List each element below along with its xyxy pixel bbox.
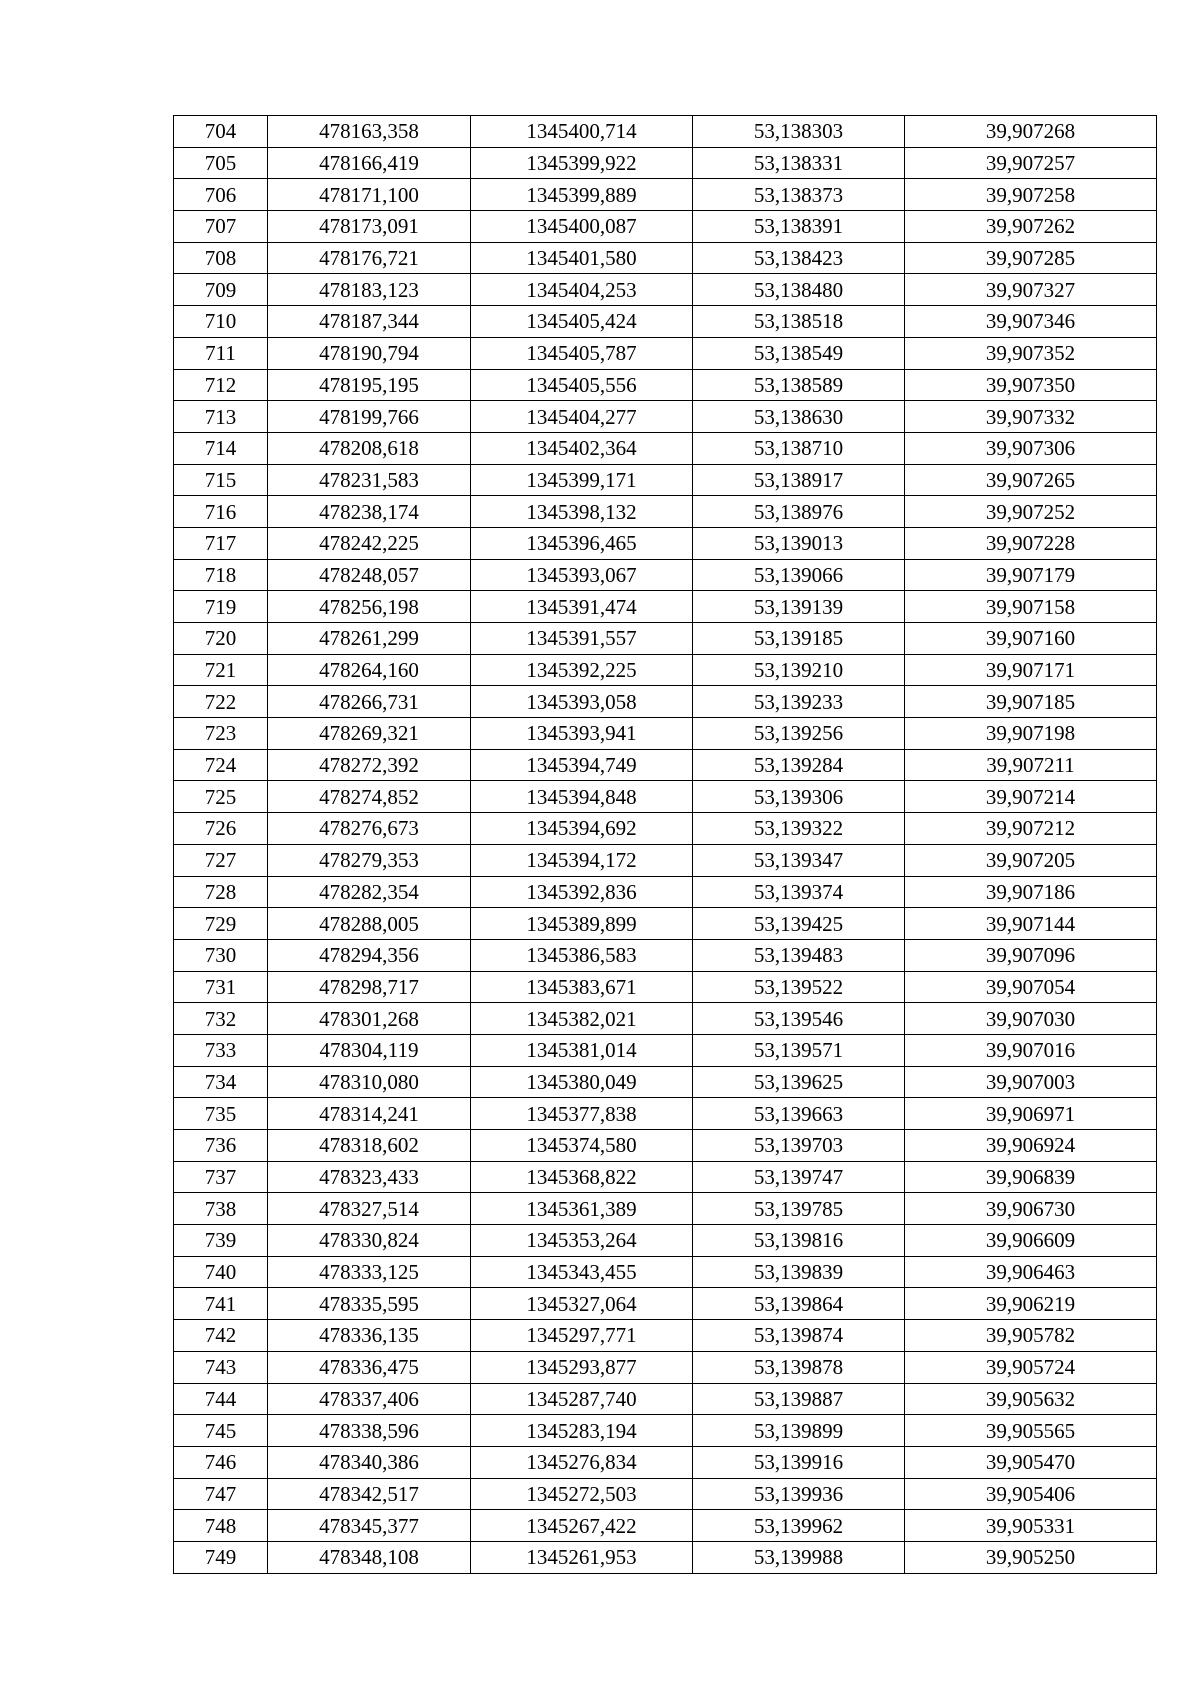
longitude-cell: 39,907332	[905, 401, 1157, 433]
longitude-cell: 39,905331	[905, 1510, 1157, 1542]
table-row	[174, 147, 1157, 179]
table-row	[174, 844, 1157, 876]
y-coordinate-cell: 1345392,225	[471, 654, 693, 686]
x-coordinate-cell: 478261,299	[268, 623, 471, 655]
point-number-cell: 746	[174, 1446, 268, 1478]
y-coordinate-cell: 1345377,838	[471, 1098, 693, 1130]
table-row	[174, 559, 1157, 591]
x-coordinate-cell: 478345,377	[268, 1510, 471, 1542]
y-coordinate-cell: 1345382,021	[471, 1003, 693, 1035]
point-number-cell: 723	[174, 718, 268, 750]
longitude-cell: 39,907198	[905, 718, 1157, 750]
point-number-cell: 734	[174, 1066, 268, 1098]
y-coordinate-cell: 1345383,671	[471, 971, 693, 1003]
longitude-cell: 39,907228	[905, 527, 1157, 559]
x-coordinate-cell: 478187,344	[268, 306, 471, 338]
longitude-cell: 39,906463	[905, 1256, 1157, 1288]
latitude-cell: 53,139571	[693, 1034, 905, 1066]
latitude-cell: 53,139839	[693, 1256, 905, 1288]
y-coordinate-cell: 1345393,941	[471, 718, 693, 750]
latitude-cell: 53,139916	[693, 1446, 905, 1478]
table-row	[174, 591, 1157, 623]
x-coordinate-cell: 478336,475	[268, 1351, 471, 1383]
longitude-cell: 39,907211	[905, 749, 1157, 781]
table-row	[174, 496, 1157, 528]
y-coordinate-cell: 1345405,787	[471, 337, 693, 369]
longitude-cell: 39,907171	[905, 654, 1157, 686]
x-coordinate-cell: 478266,731	[268, 686, 471, 718]
x-coordinate-cell: 478330,824	[268, 1225, 471, 1257]
longitude-cell: 39,905632	[905, 1383, 1157, 1415]
y-coordinate-cell: 1345404,277	[471, 401, 693, 433]
point-number-cell: 705	[174, 147, 268, 179]
x-coordinate-cell: 478333,125	[268, 1256, 471, 1288]
y-coordinate-cell: 1345297,771	[471, 1320, 693, 1352]
y-coordinate-cell: 1345272,503	[471, 1478, 693, 1510]
y-coordinate-cell: 1345398,132	[471, 496, 693, 528]
point-number-cell: 747	[174, 1478, 268, 1510]
x-coordinate-cell: 478288,005	[268, 908, 471, 940]
longitude-cell: 39,907306	[905, 432, 1157, 464]
point-number-cell: 749	[174, 1541, 268, 1573]
table-row	[174, 718, 1157, 750]
y-coordinate-cell: 1345392,836	[471, 876, 693, 908]
longitude-cell: 39,907003	[905, 1066, 1157, 1098]
x-coordinate-cell: 478337,406	[268, 1383, 471, 1415]
y-coordinate-cell: 1345400,087	[471, 211, 693, 243]
table-row	[174, 686, 1157, 718]
longitude-cell: 39,905406	[905, 1478, 1157, 1510]
x-coordinate-cell: 478274,852	[268, 781, 471, 813]
longitude-cell: 39,906219	[905, 1288, 1157, 1320]
x-coordinate-cell: 478231,583	[268, 464, 471, 496]
longitude-cell: 39,907214	[905, 781, 1157, 813]
latitude-cell: 53,139816	[693, 1225, 905, 1257]
x-coordinate-cell: 478310,080	[268, 1066, 471, 1098]
latitude-cell: 53,139185	[693, 623, 905, 655]
table-row	[174, 1034, 1157, 1066]
latitude-cell: 53,139874	[693, 1320, 905, 1352]
point-number-cell: 716	[174, 496, 268, 528]
x-coordinate-cell: 478195,195	[268, 369, 471, 401]
y-coordinate-cell: 1345396,465	[471, 527, 693, 559]
longitude-cell: 39,907285	[905, 242, 1157, 274]
latitude-cell: 53,139256	[693, 718, 905, 750]
y-coordinate-cell: 1345283,194	[471, 1415, 693, 1447]
longitude-cell: 39,907257	[905, 147, 1157, 179]
point-number-cell: 738	[174, 1193, 268, 1225]
point-number-cell: 742	[174, 1320, 268, 1352]
table-row	[174, 813, 1157, 845]
x-coordinate-cell: 478166,419	[268, 147, 471, 179]
latitude-cell: 53,139233	[693, 686, 905, 718]
y-coordinate-cell: 1345353,264	[471, 1225, 693, 1257]
point-number-cell: 706	[174, 179, 268, 211]
longitude-cell: 39,907160	[905, 623, 1157, 655]
point-number-cell: 736	[174, 1130, 268, 1162]
table-row	[174, 179, 1157, 211]
y-coordinate-cell: 1345287,740	[471, 1383, 693, 1415]
x-coordinate-cell: 478163,358	[268, 116, 471, 148]
longitude-cell: 39,907030	[905, 1003, 1157, 1035]
y-coordinate-cell: 1345374,580	[471, 1130, 693, 1162]
point-number-cell: 748	[174, 1510, 268, 1542]
latitude-cell: 53,139284	[693, 749, 905, 781]
x-coordinate-cell: 478173,091	[268, 211, 471, 243]
longitude-cell: 39,907186	[905, 876, 1157, 908]
y-coordinate-cell: 1345400,714	[471, 116, 693, 148]
x-coordinate-cell: 478176,721	[268, 242, 471, 274]
point-number-cell: 717	[174, 527, 268, 559]
latitude-cell: 53,139864	[693, 1288, 905, 1320]
longitude-cell: 39,907185	[905, 686, 1157, 718]
point-number-cell: 714	[174, 432, 268, 464]
table-row	[174, 464, 1157, 496]
table-row	[174, 1066, 1157, 1098]
table-row	[174, 1003, 1157, 1035]
longitude-cell: 39,905724	[905, 1351, 1157, 1383]
latitude-cell: 53,139625	[693, 1066, 905, 1098]
latitude-cell: 53,139663	[693, 1098, 905, 1130]
latitude-cell: 53,139322	[693, 813, 905, 845]
y-coordinate-cell: 1345394,848	[471, 781, 693, 813]
point-number-cell: 730	[174, 939, 268, 971]
y-coordinate-cell: 1345394,172	[471, 844, 693, 876]
x-coordinate-cell: 478323,433	[268, 1161, 471, 1193]
y-coordinate-cell: 1345327,064	[471, 1288, 693, 1320]
x-coordinate-cell: 478242,225	[268, 527, 471, 559]
y-coordinate-cell: 1345394,749	[471, 749, 693, 781]
point-number-cell: 732	[174, 1003, 268, 1035]
point-number-cell: 726	[174, 813, 268, 845]
point-number-cell: 719	[174, 591, 268, 623]
longitude-cell: 39,905565	[905, 1415, 1157, 1447]
x-coordinate-cell: 478301,268	[268, 1003, 471, 1035]
longitude-cell: 39,907268	[905, 116, 1157, 148]
point-number-cell: 733	[174, 1034, 268, 1066]
point-number-cell: 722	[174, 686, 268, 718]
longitude-cell: 39,907016	[905, 1034, 1157, 1066]
table-row	[174, 1478, 1157, 1510]
point-number-cell: 718	[174, 559, 268, 591]
table-row	[174, 654, 1157, 686]
table-row	[174, 274, 1157, 306]
table-row	[174, 1320, 1157, 1352]
latitude-cell: 53,139139	[693, 591, 905, 623]
y-coordinate-cell: 1345399,922	[471, 147, 693, 179]
point-number-cell: 743	[174, 1351, 268, 1383]
longitude-cell: 39,907327	[905, 274, 1157, 306]
point-number-cell: 713	[174, 401, 268, 433]
x-coordinate-cell: 478327,514	[268, 1193, 471, 1225]
y-coordinate-cell: 1345261,953	[471, 1541, 693, 1573]
longitude-cell: 39,907350	[905, 369, 1157, 401]
x-coordinate-cell: 478348,108	[268, 1541, 471, 1573]
latitude-cell: 53,139887	[693, 1383, 905, 1415]
x-coordinate-cell: 478208,618	[268, 432, 471, 464]
latitude-cell: 53,138480	[693, 274, 905, 306]
x-coordinate-cell: 478294,356	[268, 939, 471, 971]
latitude-cell: 53,138630	[693, 401, 905, 433]
latitude-cell: 53,138549	[693, 337, 905, 369]
point-number-cell: 720	[174, 623, 268, 655]
point-number-cell: 727	[174, 844, 268, 876]
point-number-cell: 745	[174, 1415, 268, 1447]
table-row	[174, 1098, 1157, 1130]
point-number-cell: 711	[174, 337, 268, 369]
table-row	[174, 749, 1157, 781]
latitude-cell: 53,138373	[693, 179, 905, 211]
longitude-cell: 39,907054	[905, 971, 1157, 1003]
coordinates-table-body	[174, 116, 1157, 1574]
x-coordinate-cell: 478264,160	[268, 654, 471, 686]
y-coordinate-cell: 1345393,067	[471, 559, 693, 591]
longitude-cell: 39,906609	[905, 1225, 1157, 1257]
x-coordinate-cell: 478269,321	[268, 718, 471, 750]
y-coordinate-cell: 1345368,822	[471, 1161, 693, 1193]
table-row	[174, 211, 1157, 243]
point-number-cell: 744	[174, 1383, 268, 1415]
x-coordinate-cell: 478318,602	[268, 1130, 471, 1162]
point-number-cell: 712	[174, 369, 268, 401]
y-coordinate-cell: 1345394,692	[471, 813, 693, 845]
longitude-cell: 39,906839	[905, 1161, 1157, 1193]
y-coordinate-cell: 1345293,877	[471, 1351, 693, 1383]
y-coordinate-cell: 1345381,014	[471, 1034, 693, 1066]
longitude-cell: 39,905250	[905, 1541, 1157, 1573]
latitude-cell: 53,139988	[693, 1541, 905, 1573]
latitude-cell: 53,139747	[693, 1161, 905, 1193]
x-coordinate-cell: 478171,100	[268, 179, 471, 211]
longitude-cell: 39,907252	[905, 496, 1157, 528]
longitude-cell: 39,907205	[905, 844, 1157, 876]
latitude-cell: 53,139210	[693, 654, 905, 686]
point-number-cell: 715	[174, 464, 268, 496]
latitude-cell: 53,139483	[693, 939, 905, 971]
longitude-cell: 39,905470	[905, 1446, 1157, 1478]
table-row	[174, 242, 1157, 274]
latitude-cell: 53,139546	[693, 1003, 905, 1035]
latitude-cell: 53,139374	[693, 876, 905, 908]
x-coordinate-cell: 478298,717	[268, 971, 471, 1003]
point-number-cell: 731	[174, 971, 268, 1003]
table-row	[174, 1510, 1157, 1542]
x-coordinate-cell: 478276,673	[268, 813, 471, 845]
x-coordinate-cell: 478248,057	[268, 559, 471, 591]
table-row	[174, 306, 1157, 338]
y-coordinate-cell: 1345402,364	[471, 432, 693, 464]
y-coordinate-cell: 1345393,058	[471, 686, 693, 718]
table-row	[174, 876, 1157, 908]
y-coordinate-cell: 1345391,474	[471, 591, 693, 623]
table-row	[174, 337, 1157, 369]
point-number-cell: 725	[174, 781, 268, 813]
latitude-cell: 53,138331	[693, 147, 905, 179]
longitude-cell: 39,905782	[905, 1320, 1157, 1352]
y-coordinate-cell: 1345267,422	[471, 1510, 693, 1542]
point-number-cell: 741	[174, 1288, 268, 1320]
point-number-cell: 739	[174, 1225, 268, 1257]
longitude-cell: 39,907262	[905, 211, 1157, 243]
latitude-cell: 53,139936	[693, 1478, 905, 1510]
table-row	[174, 781, 1157, 813]
latitude-cell: 53,138518	[693, 306, 905, 338]
point-number-cell: 724	[174, 749, 268, 781]
latitude-cell: 53,139013	[693, 527, 905, 559]
point-number-cell: 707	[174, 211, 268, 243]
table-row	[174, 401, 1157, 433]
table-row	[174, 1256, 1157, 1288]
x-coordinate-cell: 478183,123	[268, 274, 471, 306]
table-row	[174, 1130, 1157, 1162]
point-number-cell: 728	[174, 876, 268, 908]
x-coordinate-cell: 478279,353	[268, 844, 471, 876]
table-row	[174, 1415, 1157, 1447]
point-number-cell: 729	[174, 908, 268, 940]
table-row	[174, 939, 1157, 971]
x-coordinate-cell: 478340,386	[268, 1446, 471, 1478]
latitude-cell: 53,139347	[693, 844, 905, 876]
point-number-cell: 708	[174, 242, 268, 274]
y-coordinate-cell: 1345380,049	[471, 1066, 693, 1098]
y-coordinate-cell: 1345343,455	[471, 1256, 693, 1288]
table-row	[174, 1383, 1157, 1415]
table-row	[174, 432, 1157, 464]
x-coordinate-cell: 478238,174	[268, 496, 471, 528]
x-coordinate-cell: 478256,198	[268, 591, 471, 623]
longitude-cell: 39,907179	[905, 559, 1157, 591]
table-row	[174, 1446, 1157, 1478]
y-coordinate-cell: 1345405,556	[471, 369, 693, 401]
longitude-cell: 39,907144	[905, 908, 1157, 940]
point-number-cell: 704	[174, 116, 268, 148]
table-row	[174, 971, 1157, 1003]
x-coordinate-cell: 478335,595	[268, 1288, 471, 1320]
x-coordinate-cell: 478199,766	[268, 401, 471, 433]
point-number-cell: 710	[174, 306, 268, 338]
y-coordinate-cell: 1345405,424	[471, 306, 693, 338]
latitude-cell: 53,138303	[693, 116, 905, 148]
y-coordinate-cell: 1345389,899	[471, 908, 693, 940]
longitude-cell: 39,907258	[905, 179, 1157, 211]
latitude-cell: 53,138589	[693, 369, 905, 401]
latitude-cell: 53,139899	[693, 1415, 905, 1447]
coordinates-table	[173, 115, 1157, 1574]
longitude-cell: 39,907096	[905, 939, 1157, 971]
y-coordinate-cell: 1345401,580	[471, 242, 693, 274]
x-coordinate-cell: 478282,354	[268, 876, 471, 908]
latitude-cell: 53,138976	[693, 496, 905, 528]
longitude-cell: 39,907158	[905, 591, 1157, 623]
latitude-cell: 53,138391	[693, 211, 905, 243]
table-row	[174, 1351, 1157, 1383]
latitude-cell: 53,139306	[693, 781, 905, 813]
latitude-cell: 53,138710	[693, 432, 905, 464]
table-row	[174, 1193, 1157, 1225]
x-coordinate-cell: 478338,596	[268, 1415, 471, 1447]
table-row	[174, 1225, 1157, 1257]
latitude-cell: 53,139785	[693, 1193, 905, 1225]
longitude-cell: 39,907346	[905, 306, 1157, 338]
y-coordinate-cell: 1345404,253	[471, 274, 693, 306]
x-coordinate-cell: 478342,517	[268, 1478, 471, 1510]
y-coordinate-cell: 1345386,583	[471, 939, 693, 971]
longitude-cell: 39,907352	[905, 337, 1157, 369]
table-row	[174, 908, 1157, 940]
latitude-cell: 53,138423	[693, 242, 905, 274]
longitude-cell: 39,906924	[905, 1130, 1157, 1162]
latitude-cell: 53,139703	[693, 1130, 905, 1162]
point-number-cell: 721	[174, 654, 268, 686]
table-row	[174, 369, 1157, 401]
table-row	[174, 1288, 1157, 1320]
x-coordinate-cell: 478304,119	[268, 1034, 471, 1066]
latitude-cell: 53,138917	[693, 464, 905, 496]
longitude-cell: 39,906730	[905, 1193, 1157, 1225]
y-coordinate-cell: 1345399,889	[471, 179, 693, 211]
longitude-cell: 39,906971	[905, 1098, 1157, 1130]
y-coordinate-cell: 1345276,834	[471, 1446, 693, 1478]
x-coordinate-cell: 478272,392	[268, 749, 471, 781]
point-number-cell: 735	[174, 1098, 268, 1130]
y-coordinate-cell: 1345391,557	[471, 623, 693, 655]
table-row	[174, 623, 1157, 655]
latitude-cell: 53,139962	[693, 1510, 905, 1542]
x-coordinate-cell: 478190,794	[268, 337, 471, 369]
longitude-cell: 39,907212	[905, 813, 1157, 845]
table-row	[174, 116, 1157, 148]
latitude-cell: 53,139878	[693, 1351, 905, 1383]
latitude-cell: 53,139066	[693, 559, 905, 591]
point-number-cell: 709	[174, 274, 268, 306]
table-row	[174, 1161, 1157, 1193]
y-coordinate-cell: 1345399,171	[471, 464, 693, 496]
table-row	[174, 1541, 1157, 1573]
y-coordinate-cell: 1345361,389	[471, 1193, 693, 1225]
x-coordinate-cell: 478314,241	[268, 1098, 471, 1130]
point-number-cell: 737	[174, 1161, 268, 1193]
latitude-cell: 53,139522	[693, 971, 905, 1003]
point-number-cell: 740	[174, 1256, 268, 1288]
longitude-cell: 39,907265	[905, 464, 1157, 496]
table-row	[174, 527, 1157, 559]
x-coordinate-cell: 478336,135	[268, 1320, 471, 1352]
latitude-cell: 53,139425	[693, 908, 905, 940]
